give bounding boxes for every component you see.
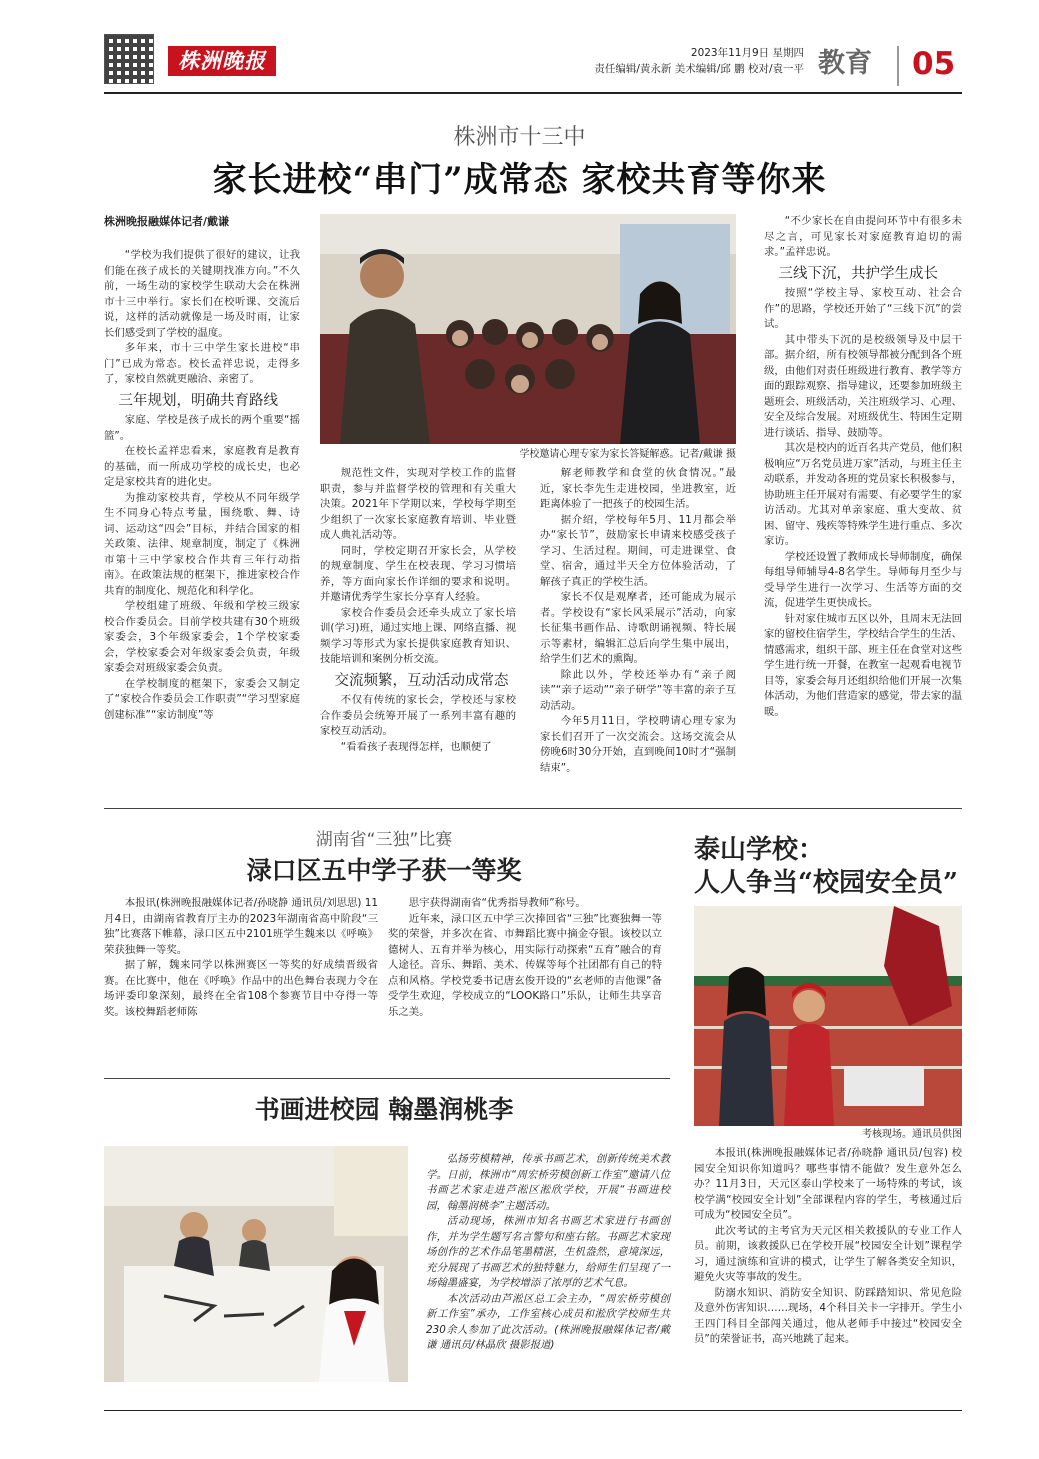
lead-column-2 — [320, 466, 516, 755]
subheading: 三线下沉，共护学生成长 — [778, 265, 938, 282]
paragraph: 在校长孟祥忠看来，家庭教育是教育的基础，而一所成功学校的成长史，也必定是家校共育的进化史。 — [104, 445, 300, 488]
footer-rule — [104, 1410, 962, 1411]
paragraph: 本次活动由芦淞区总工会主办，“周宏桥劳模创新工作室”承办，工作室核心成员和淞欣学校师生共230余人参加了此次活动。(株洲晚报融媒体记者/戴谦 通讯员/林晶欣 摄影报道) — [426, 1292, 670, 1351]
paragraph: 学校还设置了教师成长导师制度，确保每组导师辅导4-8名学生。导师每月至少与受导学生进行一次学习、生活等方面的交流，促进学生更快成长。 — [764, 550, 962, 609]
subheading: 交流频繁，互动活动成常态 — [334, 672, 509, 689]
paragraph: 按照“学校主导、家校互动、社会合作”的思路，学校还开始了“三线下沉”的尝试。 — [764, 287, 962, 330]
paragraph: 解老师教学和食堂的伙食情况。”最近，家长李先生走进校园，坐进教室，近距离体验了一把孩子的校园生活。 — [540, 467, 736, 510]
lead-photo-caption: 学校邀请心理专家为家长答疑解惑。记者/戴谦 摄 — [519, 449, 736, 460]
subheading: 三年规划，明确共育路线 — [118, 392, 278, 409]
paragraph: 今年5月11日，学校聘请心理专家为家长们召开了一次交流会。这场交流会从傍晚6时30分开始，直到晚间10时才“强制结束”。 — [540, 715, 736, 774]
paragraph: 为推动家校共育，学校从不同年级学生不同身心特点考量，围绕歌、舞、诗词、运动这“四会”目标，并结合国家的相关政策、法律、规章制度，制定了《株洲市第十三中学家校合作共育三年行动指南》。在政策法规的框架下，推进家校合作共育的制度化、规范化和科学化。 — [104, 491, 300, 597]
header-rule — [104, 92, 962, 94]
issue-date: 2023年11月9日 星期四 — [690, 47, 804, 59]
paragraph: 规范性文件，实现对学校工作的监督职责，参与并监督学校的管理和有关重大决策。2021年下学期以来，学校每学期至少组织了一次家长家庭教育培训、毕业暨成人典礼活动等。 — [320, 467, 516, 541]
paragraph: 防溺水知识、消防安全知识、防踩踏知识、常见危险及意外伤害知识……现场，4个科目关卡一字排开。学生小王四门科目全部闯关通过，他从老师手中接过“校园安全员”的荣誉证书，高兴地跳了起来。 — [694, 1286, 962, 1345]
section-name: 教育 — [818, 48, 872, 79]
lead-column-1 — [104, 248, 300, 723]
lead-column-3 — [540, 466, 736, 776]
lead-headline: 家长进校“串门”成常态 家校共育等你来 — [212, 160, 827, 200]
paragraph: “不少家长在自由提问环节中有很多未尽之言，可见家长对家庭教育迫切的需求。”孟祥忠说。 — [764, 215, 962, 258]
paragraph: “看看孩子表现得怎样，也顺便了 — [340, 740, 492, 753]
lead-photo — [320, 214, 736, 444]
page-number: 05 — [912, 46, 956, 82]
story4-body — [426, 1152, 670, 1354]
paragraph: 本报讯(株洲晚报融媒体记者/孙晓静 通讯员/包容) 校园安全知识你知道吗？哪些事情不能做？发生意外怎么办？11月3日，天元区泰山学校来了一场特殊的考试，该校学满“校园安全计划”全部课程内容的学生，考核通过后可成为“校园安全员”。 — [694, 1147, 962, 1221]
story2-column-1 — [104, 896, 378, 1020]
paragraph: 家长不仅是观摩者，还可能成为展示者。学校设有“家长风采展示”活动，向家长征集书画作品、诗歌朗诵视频、特长展示等素材，编辑汇总后向学生集中展出，给学生们艺术的熏陶。 — [540, 591, 736, 665]
paragraph: 同时，学校定期召开家长会，从学校的规章制度、学生在校表现、学习习惯培养，等方面向家长作详细的要求和说明。并邀请优秀学生家长分享育人经验。 — [320, 544, 516, 603]
paragraph: 在学校制度的框架下，家委会又制定了“家校合作委员会工作职责”“学习型家庭创建标准”“家访制度”等 — [104, 677, 300, 721]
paragraph: 多年来，市十三中学生家长进校“串门”已成为常态。校长孟祥忠说，走得多了，家校自然就更融洽、亲密了。 — [104, 342, 300, 385]
lead-column-4 — [764, 214, 962, 720]
story2-headline: 渌口区五中学子获一等奖 — [246, 856, 522, 885]
paragraph: 本报讯(株洲晚报融媒体记者/孙晓静 通讯员/刘思思) 11月4日，由湖南省教育厅主办的2023年湖南省高中阶段“三独”比赛落下帷幕，渌口区五中2101班学生魏来以《呼唤》荣获独舞一等奖。 — [104, 897, 378, 956]
paragraph: 除此以外，学校还举办有“亲子阅读”“亲子运动”“亲子研学”等丰富的亲子互动活动。 — [540, 668, 736, 712]
paragraph: 针对家住城市五区以外，且周末无法回家的留校住宿学生，学校结合学生的生活、情感需求，组织干部、班主任在食堂对这些学生进行统一开餐，在教室一起观看电视节目等，家委会每月还组织给他们开展一次集体活动，为他们营造家的感觉，带去家的温暖。 — [764, 612, 962, 718]
paragraph: 家庭、学校是孩子成长的两个重要“摇篮”。 — [104, 414, 300, 442]
story4-photo-image — [104, 1146, 408, 1382]
story2-column-2 — [388, 896, 662, 1020]
paragraph: 活动现场，株洲市知名书画艺术家进行书画创作，并为学生题写名言警句和座右铭。书画艺术家现场创作的艺术作品笔墨精湛，生机盎然，意境深远，充分展现了书画艺术的独特魅力，给师生们呈现了一场翰墨盛宴，为学校增添了浓厚的艺术气息。 — [426, 1215, 670, 1289]
editorial-staff: 责任编辑/黄永新 美术编辑/邱 鹏 校对/袁一平 — [594, 63, 804, 75]
lead-byline: 株洲晚报融媒体记者/戴谦 — [104, 215, 230, 228]
paragraph: 其中带头下沉的是校级领导及中层干部。据介绍，所有校领导都被分配到各个班级，由他们对责任班级进行教育、教学等方面的跟踪观察、指导建议，还要参加班级主题班会、班级活动，关注班级学习、心理、安全及综合发展。对班级优生、特困生定期进行谈话、指导、鼓励等。 — [764, 333, 962, 439]
story3-headline-line2: 人人争当“校园安全员” — [694, 868, 958, 898]
story3-body — [694, 1146, 962, 1348]
qr-code — [104, 34, 154, 84]
story3-photo-image — [694, 906, 962, 1126]
story2-bottom-rule — [104, 1078, 670, 1079]
paragraph: “学校为我们提供了很好的建议，让我们能在孩子成长的关键期找准方向。”不久前，一场生动的家校学生联动大会在株洲市十三中举行。家长们在校听课、交流后说，这样的活动就像是一场及时雨，让家长们感受到了学校的温度。 — [104, 249, 300, 339]
story2-kicker: 湖南省“三独”比赛 — [315, 830, 453, 850]
paragraph: 弘扬劳模精神，传承书画艺术，创新传统美术教学。日前，株洲市“周宏桥劳模创新工作室”邀请八位书画艺术家走进芦淞区淞欣学校，开展“书画进校园，翰墨润桃李”主题活动。 — [426, 1153, 670, 1212]
story4-headline: 书画进校园 翰墨润桃李 — [254, 1095, 514, 1124]
lead-photo-image — [320, 214, 736, 444]
paragraph: 据介绍，学校每年5月、11月都会举办“家长节”，鼓励家长申请来校感受孩子学习、生活过程。期间，可走进课堂、食堂、宿舍，通过半天全方位体验活动，了解孩子真正的学校生活。 — [540, 513, 736, 588]
paragraph: 据了解，魏来同学以株洲赛区一等奖的好成绩晋级省赛。在比赛中，他在《呼唤》作品中的出色舞台表现力令在场评委印象深刻，最终在全省108个参赛节目中夺得一等奖。该校舞蹈老师陈 — [104, 959, 378, 1018]
story4-photo — [104, 1146, 408, 1382]
paragraph: 近年来，渌口区五中学三次捧回省“三独”比赛独舞一等奖的荣誉，并多次在省、市舞蹈比赛中摘金夺银。该校以立德树人、五育并举为核心，用实际行动探索“五育”融合的育人途径。音乐、舞蹈、美术、传媒等每个社团都有自己的特点和风格。学校党委书记唐玄俊开设的“玄老师的吉他课”备受学生欢迎，学校成立的“LOOK路口”乐队，让师生共享音乐之美。 — [388, 912, 662, 1018]
section-divider — [897, 46, 899, 86]
story3-photo-caption: 考核现场。通讯员供图 — [862, 1129, 962, 1140]
paragraph: 思宇获得湖南省“优秀指导教师”称号。 — [408, 897, 586, 909]
paragraph: 不仅有传统的家长会，学校还与家校合作委员会统筹开展了一系列丰富有趣的家校互动活动。 — [320, 694, 516, 737]
paragraph: 此次考试的主考官为天元区相关救援队的专业工作人员。前期，该救援队已在学校开展“校园安全计划”课程学习，通过演练和宣讲的模式，让学生了解各类安全知识，避免火灾等事故的发生。 — [694, 1224, 962, 1283]
newspaper-logo: 株洲晚报 — [168, 46, 276, 76]
story3-headline-line1: 泰山学校： — [694, 835, 825, 865]
story3-photo — [694, 906, 962, 1126]
paragraph: 其次是校内的近百名共产党员，他们积极响应“万名党员进万家”活动，与班主任主动联系，并发动各班的党员家长积极参与，协助班主任开展对有需要、有必要学生的家访活动。尤其对单亲家庭、重大变故、贫困、留守、残疾等特殊学生进行重点、多次家访。 — [764, 442, 962, 547]
lead-kicker: 株洲市十三中 — [453, 125, 586, 150]
lead-bottom-rule — [104, 808, 962, 809]
paragraph: 家校合作委员会还牵头成立了家长培训(学习)班，通过实地上课、网络直播、视频学习等形式为家长提供家庭教育知识、技能培训和案例分析交流。 — [320, 606, 516, 665]
paragraph: 学校组建了班级、年级和学校三级家校合作委员会。目前学校共建有30个班级家委会，3个年级家委会，1个学校家委会，学校家委会对年级家委会负责，年级家委会对班级家委会负责。 — [104, 600, 300, 674]
